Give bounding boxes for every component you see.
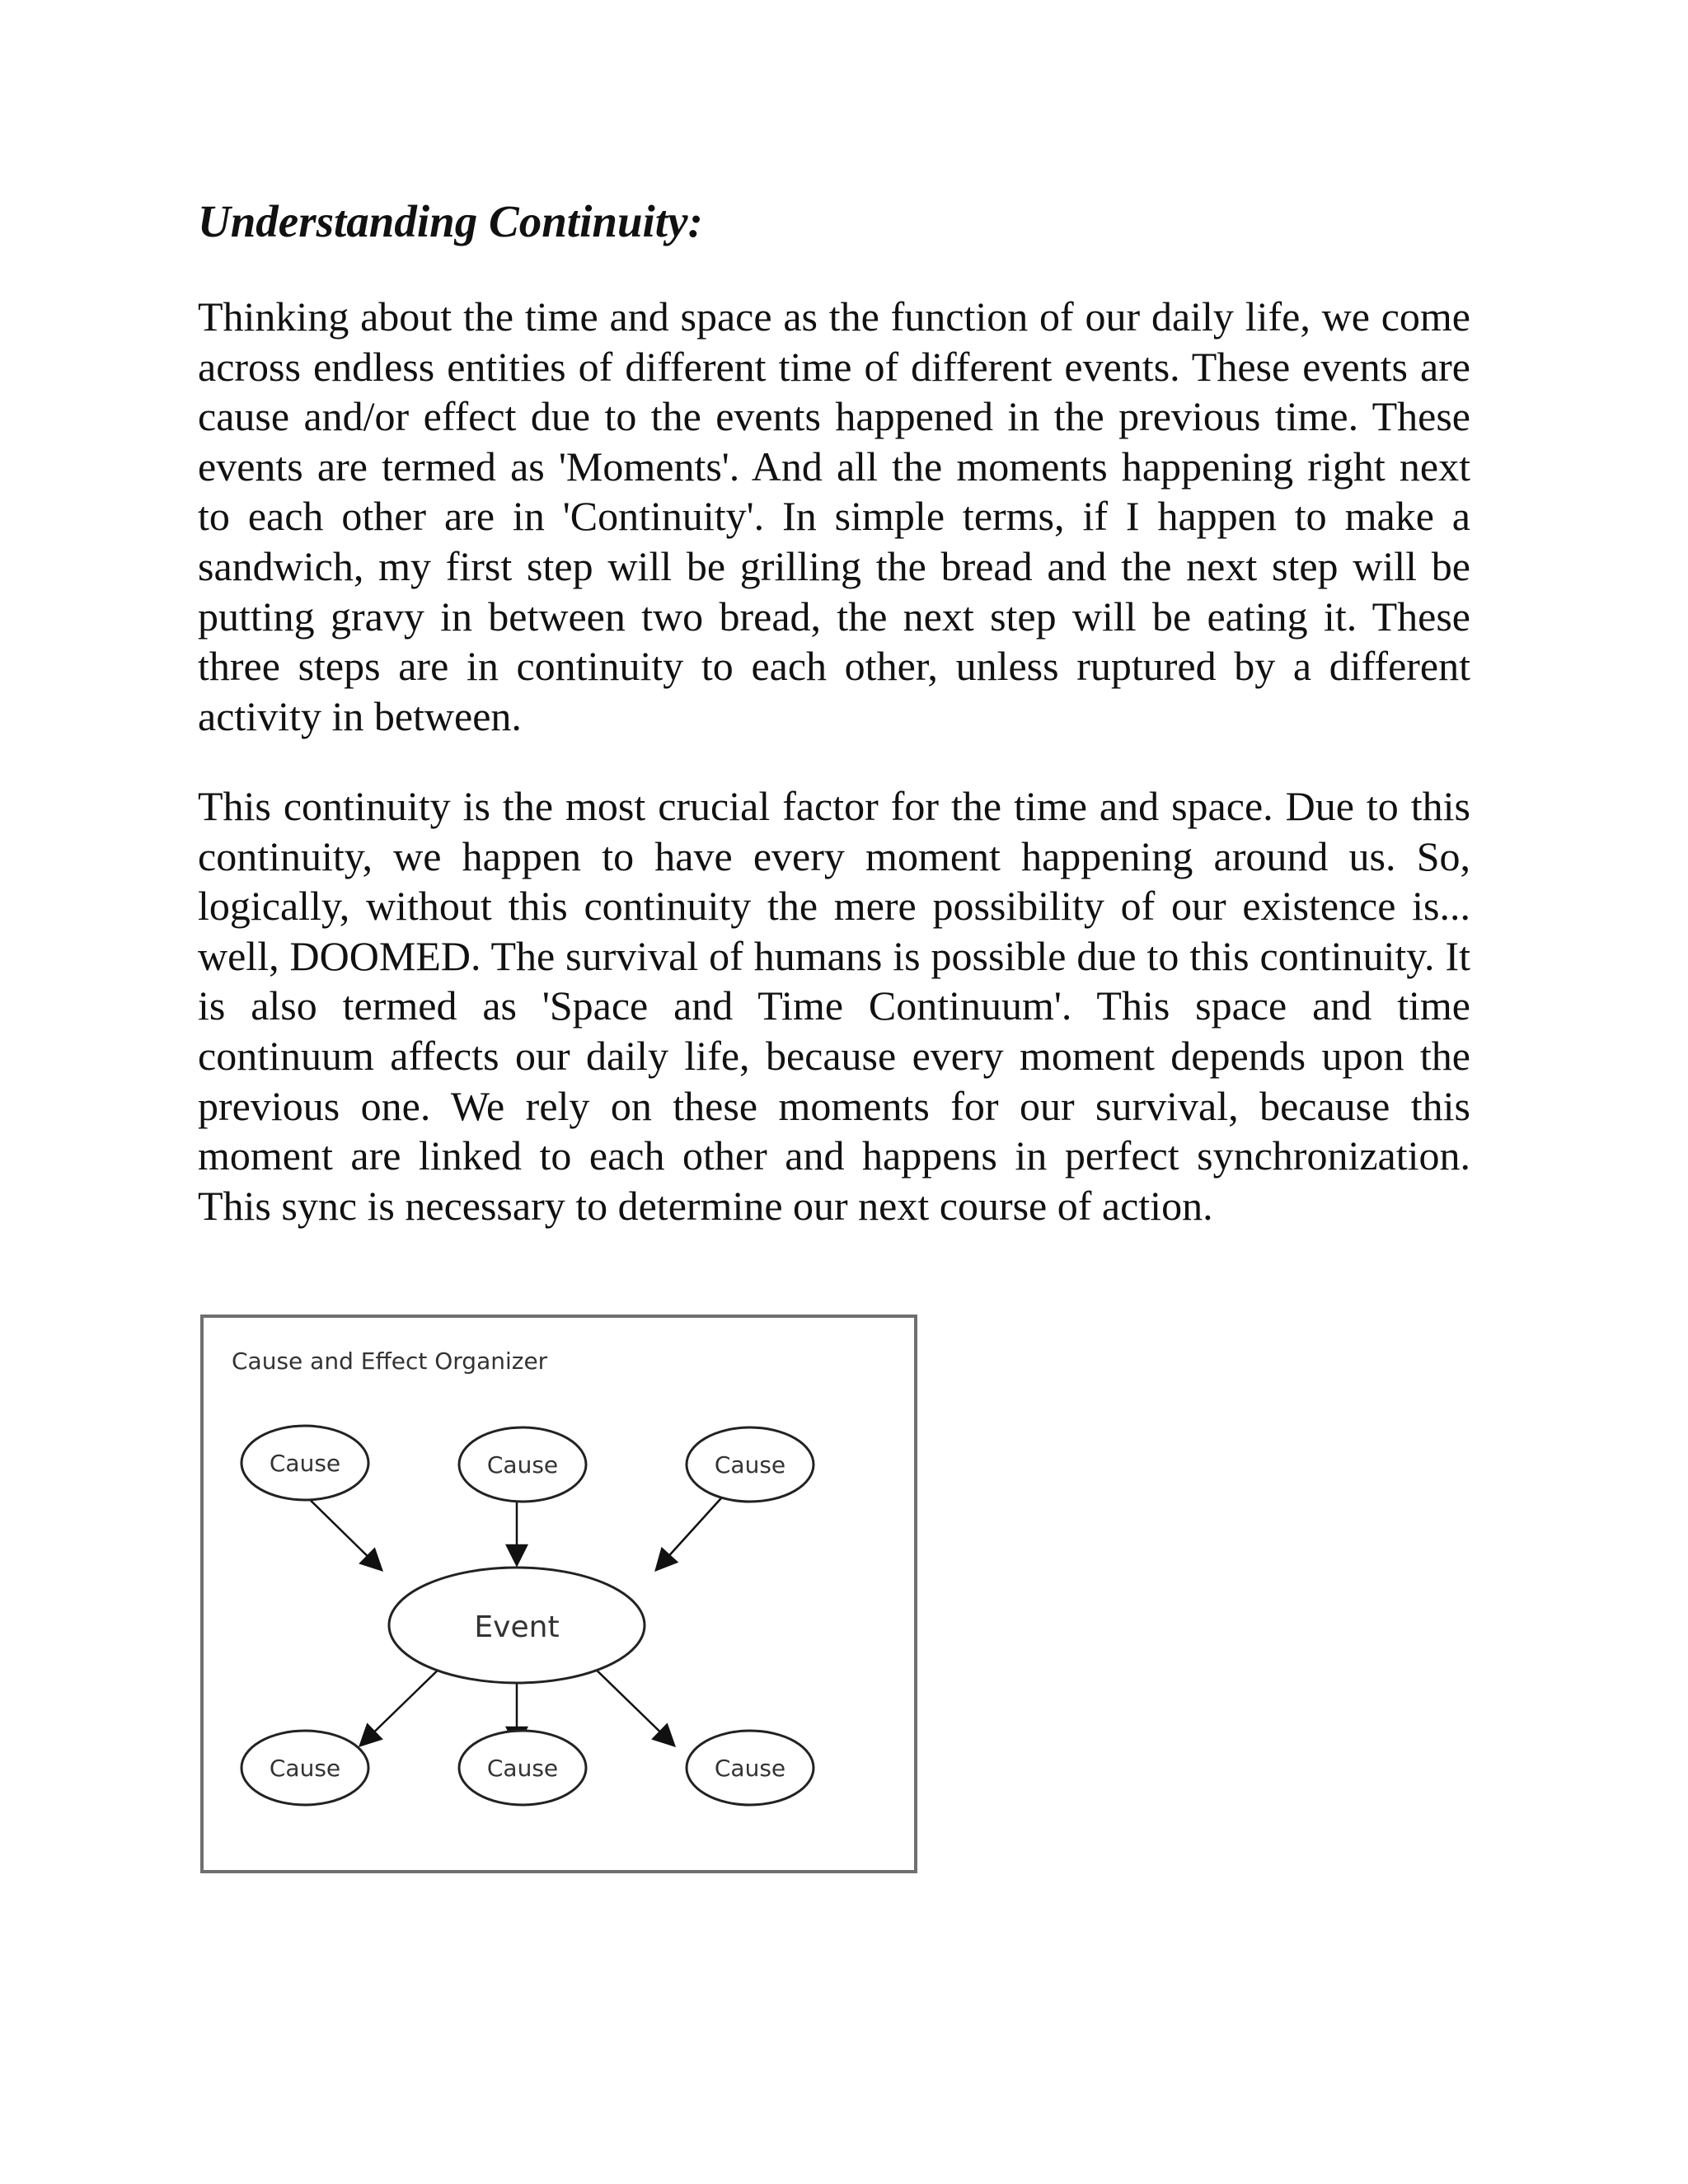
arrow-bottom-left — [360, 1661, 447, 1746]
cause-node-bottom-3 — [687, 1731, 814, 1805]
cause-node-bottom-2 — [459, 1731, 586, 1805]
paragraph-2: This continuity is the most crucial factor for the time and space. Due to this continuity, we happen to have every moment happening around us. So, logically, without this continuity the mere possibility of our existence is... well, DOOMED. The survival of humans is possible due to this continuity. It is also termed as 'Space and Time Continuum'. This space and time continuum affects our daily life, because every moment depends upon the previous one. We rely on these moments for our survival, because this moment are linked to each other and happens in perfect synchronization. This sync is necessary to determine our next course of action. — [198, 783, 1470, 1229]
cause-node-label: Cause — [269, 1755, 341, 1782]
cause-node-top-3 — [687, 1427, 814, 1502]
event-node-label: Event — [474, 1610, 560, 1644]
cause-node-label: Cause — [269, 1450, 341, 1477]
cause-effect-diagram — [200, 1315, 917, 1873]
section-heading: Understanding Continuity: — [198, 196, 703, 246]
cause-node-label: Cause — [486, 1451, 559, 1479]
cause-node-label: Cause — [486, 1755, 559, 1782]
arrow-bottom-right — [588, 1661, 674, 1746]
diagram-title: Cause and Effect Organizer — [232, 1347, 548, 1375]
cause-node-top-1 — [241, 1426, 368, 1500]
arrow-top-right — [656, 1491, 728, 1570]
diagram-canvas — [204, 1318, 914, 1870]
arrow-top-left — [301, 1491, 382, 1570]
cause-node-label: Cause — [714, 1451, 786, 1479]
cause-node-label: Cause — [714, 1755, 786, 1782]
event-node — [389, 1568, 645, 1683]
cause-node-top-2 — [459, 1427, 586, 1502]
paragraph-1: Thinking about the time and space as the function of our daily life, we come across endless entities of different time of different events. These events are cause and/or effect due to the events happened in the previous time. These events are termed as 'Moments'. And all the moments happening right next to each other are in 'Continuity'. In simple terms, if I happen to make a sandwich, my first step will be grilling the bread and the next step will be putting gravy in between two bread, the next step will be eating it. These three steps are in continuity to each other, unless ruptured by a different activity in between. — [198, 293, 1470, 739]
cause-node-bottom-1 — [241, 1731, 368, 1805]
